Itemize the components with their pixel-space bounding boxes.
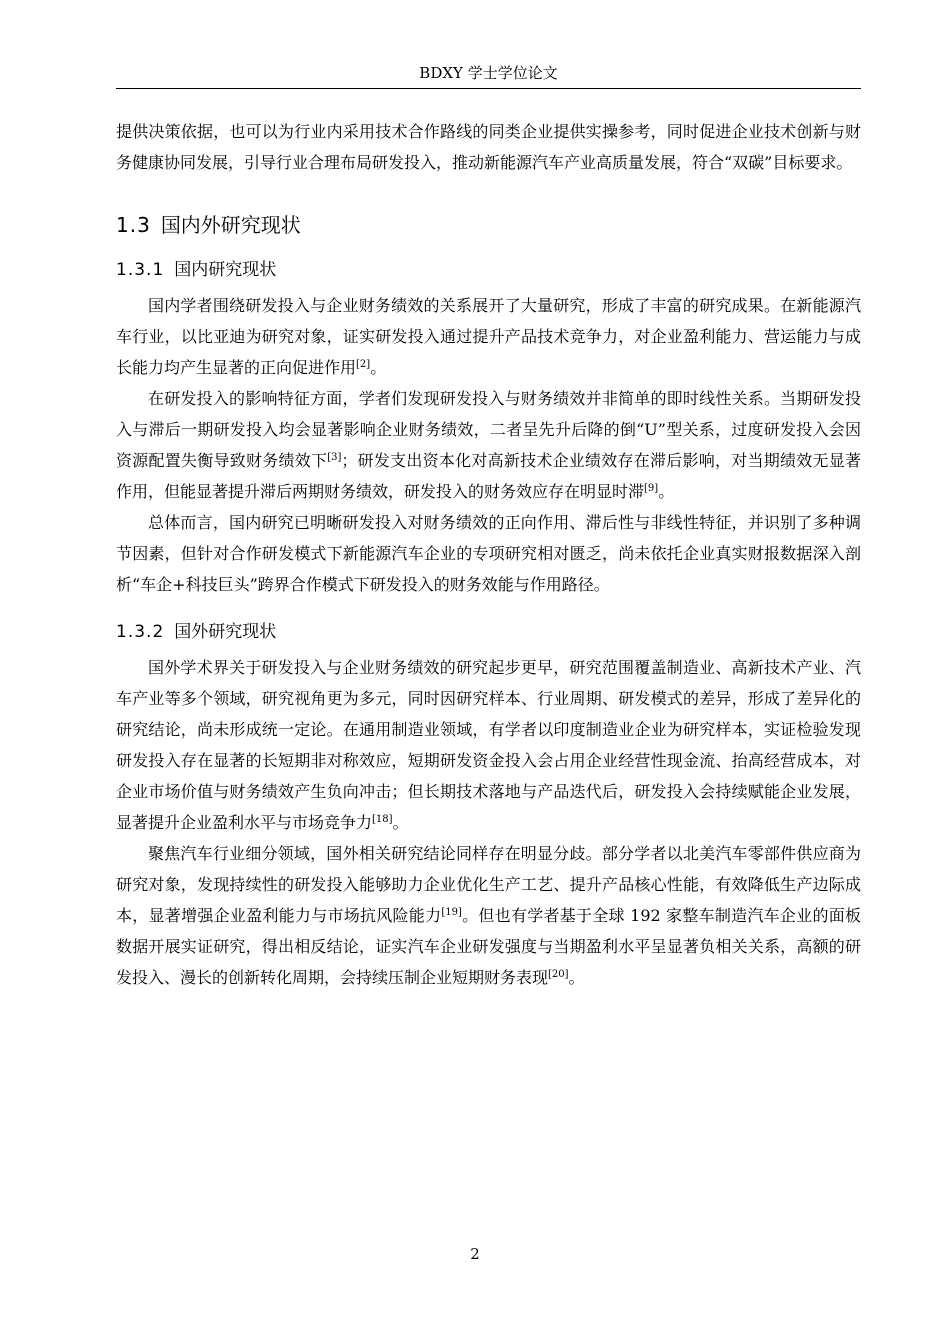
paragraph-domestic-1 (116, 290, 861, 383)
document-body (116, 116, 861, 993)
paragraph-end: 。 (658, 482, 675, 501)
paragraph-text: 聚焦汽车行业细分领域，国外相关研究结论同样存在明显分歧。部分学者以北美汽车零部件供应商为研究对象，发现持续性的研发投入能够助力企业优化生产工艺、提升产品核心性能，有效降低生产边际成本，显著增强企业盈利能力与市场抗风险能力 (116, 844, 861, 925)
page-number: 2 (470, 1245, 480, 1263)
paragraph-foreign-1 (116, 652, 861, 838)
citation-ref: [18] (372, 814, 393, 825)
subsection-heading-1-3-2 (116, 618, 861, 646)
paragraph-domestic-2 (116, 383, 861, 507)
subsection-title: 国外研究现状 (174, 622, 277, 642)
subsection-number: 1.3.1 (116, 260, 165, 280)
intro-paragraph: 提供决策依据，也可以为行业内采用技术合作路线的同类企业提供实操参考，同时促进企业技术创新与财务健康协同发展，引导行业合理布局研发投入，推动新能源汽车产业高质量发展，符合“双碳”目标要求。 (116, 122, 861, 172)
paragraph-end: 。 (370, 358, 387, 377)
citation-ref: [2] (356, 359, 371, 370)
subsection-title: 国内研究现状 (174, 260, 277, 280)
citation-ref: [9] (644, 483, 659, 494)
subsection-number: 1.3.2 (116, 622, 165, 642)
paragraph-foreign-2 (116, 838, 861, 993)
paragraph-text: 国外学术界关于研发投入与企业财务绩效的研究起步更早，研究范围覆盖制造业、高新技术产业、汽车产业等多个领域，研究视角更为多元，同时因研究样本、行业周期、研发模式的差异，形成了差异化的研究结论，尚未形成统一定论。在通用制造业领域，有学者以印度制造业企业为研究样本，实证检验发现研发投入存在显著的长短期非对称效应，短期研发资金投入会占用企业经营性现金流、抬高经营成本，对企业市场价值与财务绩效产生负向冲击；但长期技术落地与产品迭代后，研发投入会持续赋能企业发展，显著提升企业盈利水平与市场竞争力 (116, 658, 861, 832)
page-header (116, 62, 861, 89)
citation-ref: [3] (327, 452, 342, 463)
paragraph-domestic-3: 总体而言，国内研究已明晰研发投入对财务绩效的正向作用、滞后性与非线性特征，并识别了多种调节因素，但针对合作研发模式下新能源汽车企业的专项研究相对匮乏，尚未依托企业真实财报数据深入剖析“车企+科技巨头”跨界合作模式下研发投入的财务效能与作用路径。 (116, 513, 861, 594)
paragraph-end: 。 (392, 813, 409, 832)
section-heading-1-3 (116, 210, 861, 240)
paragraph-end: 。 (568, 968, 585, 987)
paragraph-text: 在研发投入的影响特征方面，学者们发现研发投入与财务绩效并非简单的即时线性关系。当期研发投入与滞后一期研发投入均会显著影响企业财务绩效，二者呈先升后降的倒“U”型关系，过度研发投入会因资源配置失衡导致财务绩效下 (116, 389, 861, 470)
paragraph-text: 。但也有学者基于全球 192 家整车制造汽车企业的面板数据开展实证研究，得出相反结论，证实汽车企业研发强度与当期盈利水平呈显著负相关关系，高额的研发投入、漫长的创新转化周期，会持续压制企业短期财务表现 (116, 906, 861, 987)
section-number: 1.3 (116, 213, 151, 237)
subsection-heading-1-3-1 (116, 256, 861, 284)
paragraph-text: ；研发支出资本化对高新技术企业绩效存在滞后影响，对当期绩效无显著作用，但能显著提升滞后两期财务绩效，研发投入的财务效应存在明显时滞 (116, 451, 861, 501)
paragraph-text: 国内学者围绕研发投入与企业财务绩效的关系展开了大量研究，形成了丰富的研究成果。在新能源汽车行业，以比亚迪为研究对象，证实研发投入通过提升产品技术竞争力，对企业盈利能力、营运能力与成长能力均产生显著的正向促进作用 (116, 296, 861, 377)
citation-ref: [20] (548, 969, 569, 980)
section-title: 国内外研究现状 (160, 213, 301, 237)
citation-ref: [19] (441, 907, 462, 918)
header-title: BDXY 学士学位论文 (419, 64, 558, 82)
